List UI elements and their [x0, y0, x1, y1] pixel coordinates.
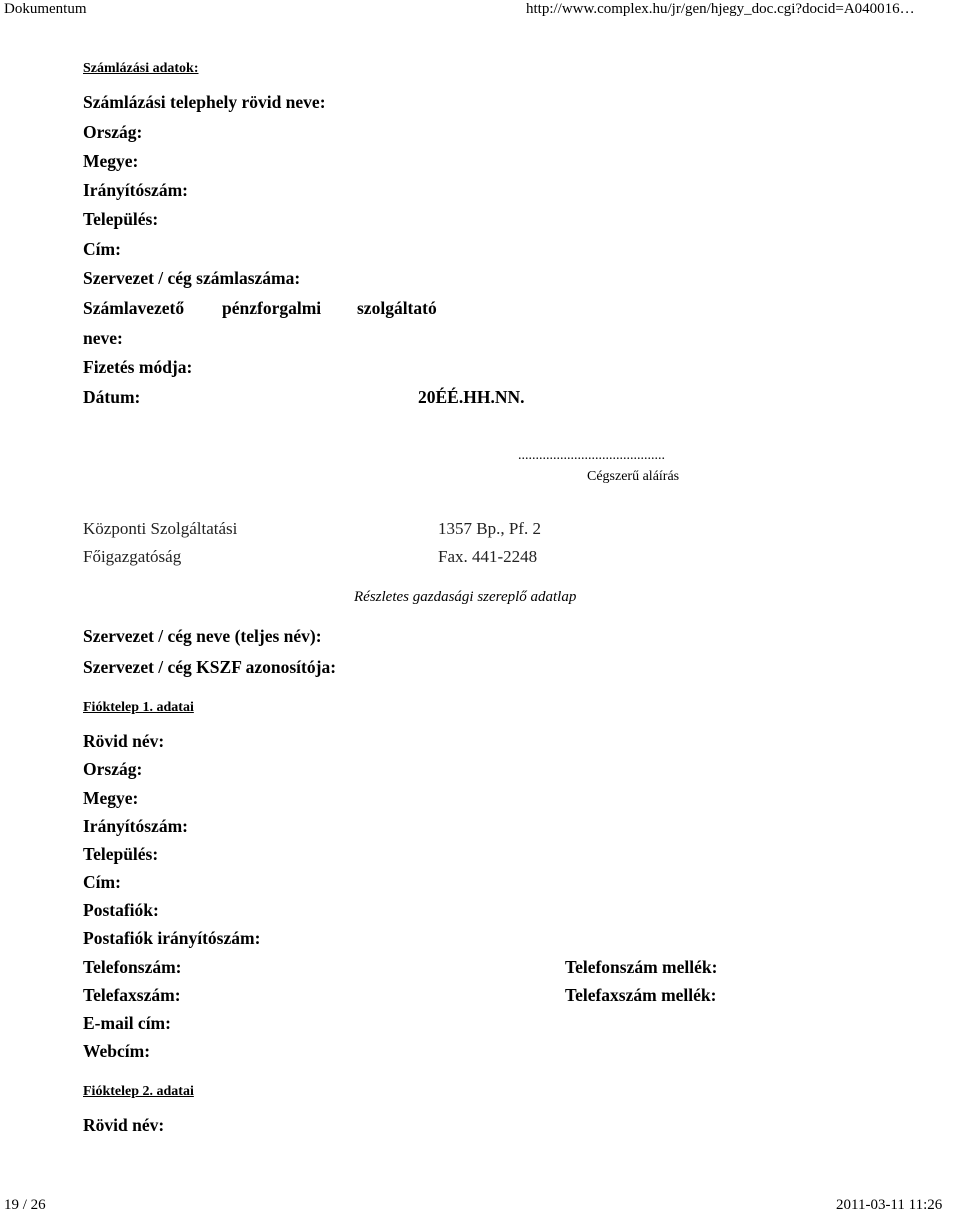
org-kszf-label: Szervezet / cég KSZF azonosítója:	[83, 657, 337, 677]
office-name-line1: Központi Szolgáltatási	[83, 519, 238, 538]
form-title: Részletes gazdasági szereplő adatlap	[354, 589, 577, 605]
billing-date-label: Dátum:	[83, 387, 141, 407]
branch1-phone-ext-label: Telefonszám mellék:	[565, 957, 718, 977]
document-title: Dokumentum	[4, 1, 87, 17]
billing-provider-label-word3: szolgáltató	[357, 298, 437, 318]
billing-provider-label-word1: Számlavezető	[83, 298, 185, 318]
branch2-heading: Fióktelep 2. adatai	[83, 1084, 194, 1099]
branch1-pobox-zip-label: Postafiók irányítószám:	[83, 928, 261, 948]
branch1-pobox-label: Postafiók:	[83, 900, 159, 920]
billing-heading: Számlázási adatok:	[83, 61, 199, 76]
signature-line: ..........................................	[518, 448, 665, 463]
billing-city-label: Település:	[83, 209, 159, 229]
page-url: http://www.complex.hu/jr/gen/hjegy_doc.cgi?docid=A040016…	[526, 1, 915, 17]
branch1-heading: Fióktelep 1. adatai	[83, 700, 194, 715]
page-number: 19 / 26	[4, 1197, 46, 1213]
billing-country-label: Ország:	[83, 122, 143, 142]
branch1-address-label: Cím:	[83, 872, 121, 892]
branch1-phone-label: Telefonszám:	[83, 957, 182, 977]
billing-county-label: Megye:	[83, 151, 139, 171]
billing-address-label: Cím:	[83, 239, 121, 259]
billing-zip-label: Irányítószám:	[83, 180, 188, 200]
branch1-fax-label: Telefaxszám:	[83, 985, 181, 1005]
office-address: 1357 Bp., Pf. 2	[438, 519, 541, 538]
office-name-line2: Főigazgatóság	[83, 547, 182, 566]
billing-date-value: 20ÉÉ.HH.NN.	[418, 387, 525, 407]
branch1-zip-label: Irányítószám:	[83, 816, 188, 836]
billing-payment-label: Fizetés módja:	[83, 357, 193, 377]
branch1-short-name-label: Rövid név:	[83, 731, 165, 751]
branch1-web-label: Webcím:	[83, 1041, 151, 1061]
branch1-fax-ext-label: Telefaxszám mellék:	[565, 985, 717, 1005]
branch2-short-name-label: Rövid név:	[83, 1115, 165, 1135]
billing-provider-label-line2: neve:	[83, 328, 123, 348]
branch1-city-label: Település:	[83, 844, 159, 864]
billing-site-name-label: Számlázási telephely rövid neve:	[83, 92, 326, 112]
branch1-email-label: E-mail cím:	[83, 1013, 171, 1033]
billing-provider-label-word2: pénzforgalmi	[222, 298, 322, 318]
signature-label: Cégszerű aláírás	[587, 469, 680, 484]
billing-account-label: Szervezet / cég számlaszáma:	[83, 268, 301, 288]
office-fax: Fax. 441-2248	[438, 547, 538, 566]
branch1-country-label: Ország:	[83, 759, 143, 779]
print-datetime: 2011-03-11 11:26	[836, 1197, 943, 1213]
org-name-label: Szervezet / cég neve (teljes név):	[83, 626, 322, 646]
branch1-county-label: Megye:	[83, 788, 139, 808]
